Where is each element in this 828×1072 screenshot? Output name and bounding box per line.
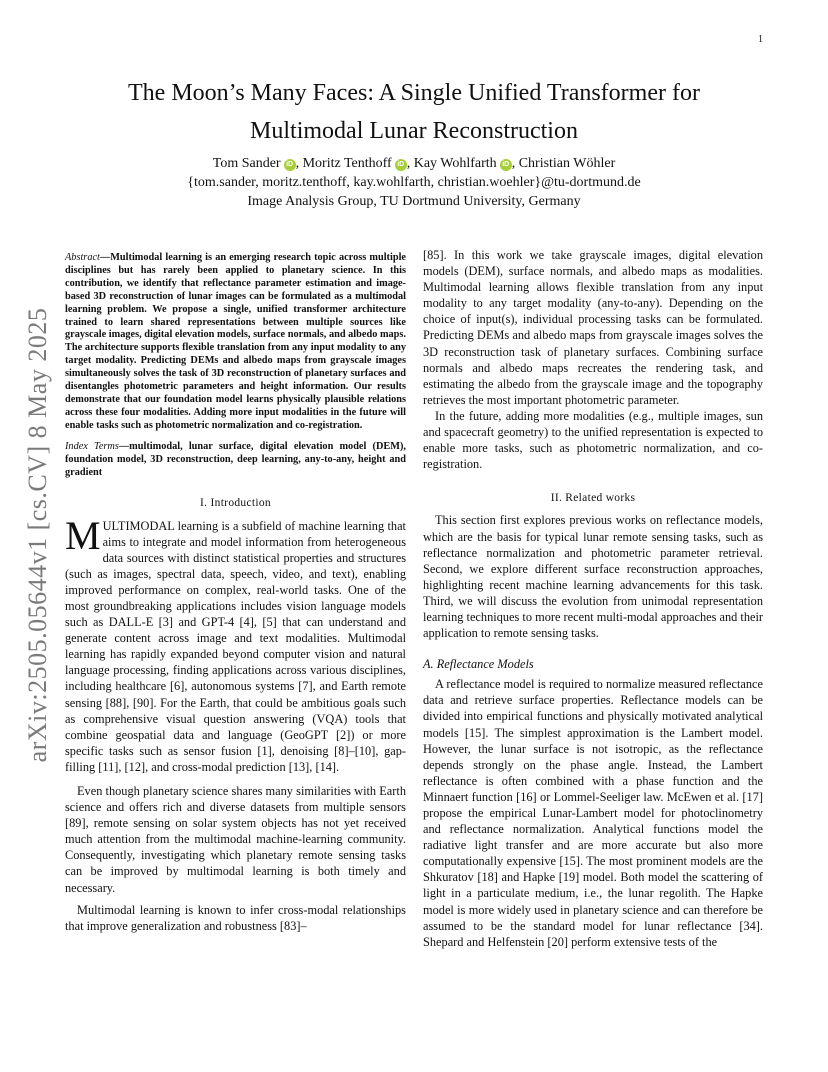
abstract-label: Abstract [65,252,100,263]
section-heading-related-works: II. Related works [550,492,636,505]
orcid-icon[interactable]: iD [284,159,296,171]
title-line-1: The Moon’s Many Faces: A Single Unified Transformer for [128,80,700,106]
index-terms [65,441,406,480]
intro-paragraph-1 [65,512,406,776]
page-number: 1 [758,34,763,45]
future-work-paragraph: In the future, adding more modalities (e.g., multiple images, sun and spacecraft geometry) to the unified representation is expected to enable more tasks, such as photometric normalization, and co-registration. [423,408,763,472]
arxiv-identifier: arXiv:2505.05644v1 [cs.CV] 8 May 2025 [23,307,52,763]
author-emails: {tom.sander, moritz.tenthoff, kay.wohlfarth, christian.woehler}@tu-dortmund.de [187,175,641,190]
right-column [423,247,763,950]
title-line-2: Multimodal Lunar Reconstruction [250,118,578,144]
author-name: Christian Wöhler [518,156,616,171]
abstract-text: —Multimodal learning is an emerging research topic across multiple disciplines but has rarely been applied to planetary science. In this contribution, we identify that reflectance parameter estimation and image-based 3D reconstruction of lunar images can be formulated as a multimodal learning problem. We propose a single, unified transformer architecture trained to learn shared representations between multiple sources like grayscale images, digital elevation models, surface normals, and albedo maps. The architecture supports flexible translation from any input modality to any target modality. Predicting DEMs and albedo maps from grayscale images simultaneously solves the task of 3D reconstruction of planetary surfaces and disentangles photometric parameters and height information. Our results demonstrate that our foundation model learns physically plausible relations across these four modalities. Adding more input modalities in the future will enable tasks such as photometric normalization and co-registration. [65,252,406,431]
arxiv-sidebar [18,300,58,770]
drop-cap: M [65,512,101,558]
index-terms-label: Index Terms [65,440,119,452]
affiliation: Image Analysis Group, TU Dortmund University, Germany [247,194,581,209]
related-works-paragraph: This section first explores previous works on reflectance models, which are the basis for typical lunar remote sensing tasks, such as reflectance normalization and photometric parameter retrieval. Second, we explore different surface reconstruction approaches, highlighting recent machine learning advancements for this task. Third, we will discuss the evolution from unimodal representation learning techniques to more recent multi-modal approaches and their application to remote sensing tasks. [423,513,764,641]
orcid-icon[interactable]: iD [500,159,512,171]
paper-title [100,74,728,150]
intro-paragraph-3: Multimodal learning is known to infer cross-modal relationships that improve generalization and robustness [83]– [65,902,406,933]
author-name: Kay Wohlfarth [413,156,497,171]
intro-paragraph-2: Even though planetary science shares many similarities with Earth science and offers rich and diverse datasets from multiple sensors [89], remote sensing on solar system objects has not yet received much attention from the multimodal machine-learning community. Consequently, investigating which planetary remote sensing tasks can be improved by multimodal learning is both timely and necessary. [65,784,406,895]
reflectance-paragraph: A reflectance model is required to normalize measured reflectance data and retrieve surface properties. Reflectance models can be divided into empirical functions and physically motivated analytical models [15]. The simplest approximation is the Lambert model. However, the lunar surface is not isotropic, as the reflectance depends strongly on the phase angle. Instead, the Lambert reflectance is often combined with a phase function and the Minnaert function [16] or Lommel-Seeliger law. McEwen et al. [17] propose the empirical Lunar-Lambert model for photoclinometry and reflectance normalization. Analytical functions model the radiative light transfer and are more accurate but also more computationally expensive [15]. The most prominent models are the Shkuratov [18] and Hapke [19] model. Both model the scattering of light in a particulate medium, i.e., the lunar regolith. The Hapke model is more widely used in planetary science and can therefore be assumed to be the standard model for lunar reflectance [34]. Shepard and Helfenstein [20] perform extensive tests of the [423,677,763,949]
orcid-icon[interactable]: iD [395,159,407,171]
continued-paragraph: [85]. In this work we take grayscale images, digital elevation models (DEM), surface normals, and albedo maps as modalities. Multimodal learning allows flexible translation from any input modality to any target modality (any-to-any). Depending on the choice of input(s), individual processing tasks can be formulated. Predicting DEMs and albedo maps from grayscale images solves the 3D reconstruction task of planetary surfaces. Combining surface normals and albedo maps recreates the rendering task, and estimating the albedo from the grayscale image and the topography retrieves the most important photometric parameter. [423,248,763,407]
abstract [65,252,406,433]
left-column [65,252,406,934]
author-list: Tom Sander iD , Moritz Tenthoff iD , Kay Wohlfarth iD , Christian Wöhler [212,156,616,171]
intro-paragraph-1-text: ULTIMODAL learning is a subfield of machine learning that aims to integrate and model information from heterogeneous data sources with distinct statistical properties and structures (such as images, spectral data, speech, video, and text), enabling improved performance on complex, real-world tasks. One of the most groundbreaking applications includes vision language models such as DALL-E [3] and GPT-4 [4], [5] that can understand and generate content across image and text modalities. Multimodal learning has rapidly expanded beyond computer vision and natural language processing, finding applications across various disciplines, including healthcare [6], autonomous systems [7], and Earth remote sensing [88], [90]. For the Earth, that could be ambitious goals such as comprehensive visual question answering (VQA) tools that combine geospatial data and language (GeoGPT [2]) or more specific tasks such as sensor fusion [1], denoising [8]–[10], gap-filling [11], [12], and cross-modal prediction [13], [14]. [65,518,406,774]
author-name: Moritz Tenthoff [302,156,392,171]
index-terms-text: —multimodal, lunar surface, digital elevation model (DEM), foundation model, 3D reconstruction, deep learning, any-to-any, height and gradient [65,440,407,478]
subsection-heading-reflectance: A. Reflectance Models [423,657,534,672]
section-heading-introduction: I. Introduction [200,497,271,510]
author-name: Tom Sander [212,156,281,171]
author-block [100,154,728,211]
